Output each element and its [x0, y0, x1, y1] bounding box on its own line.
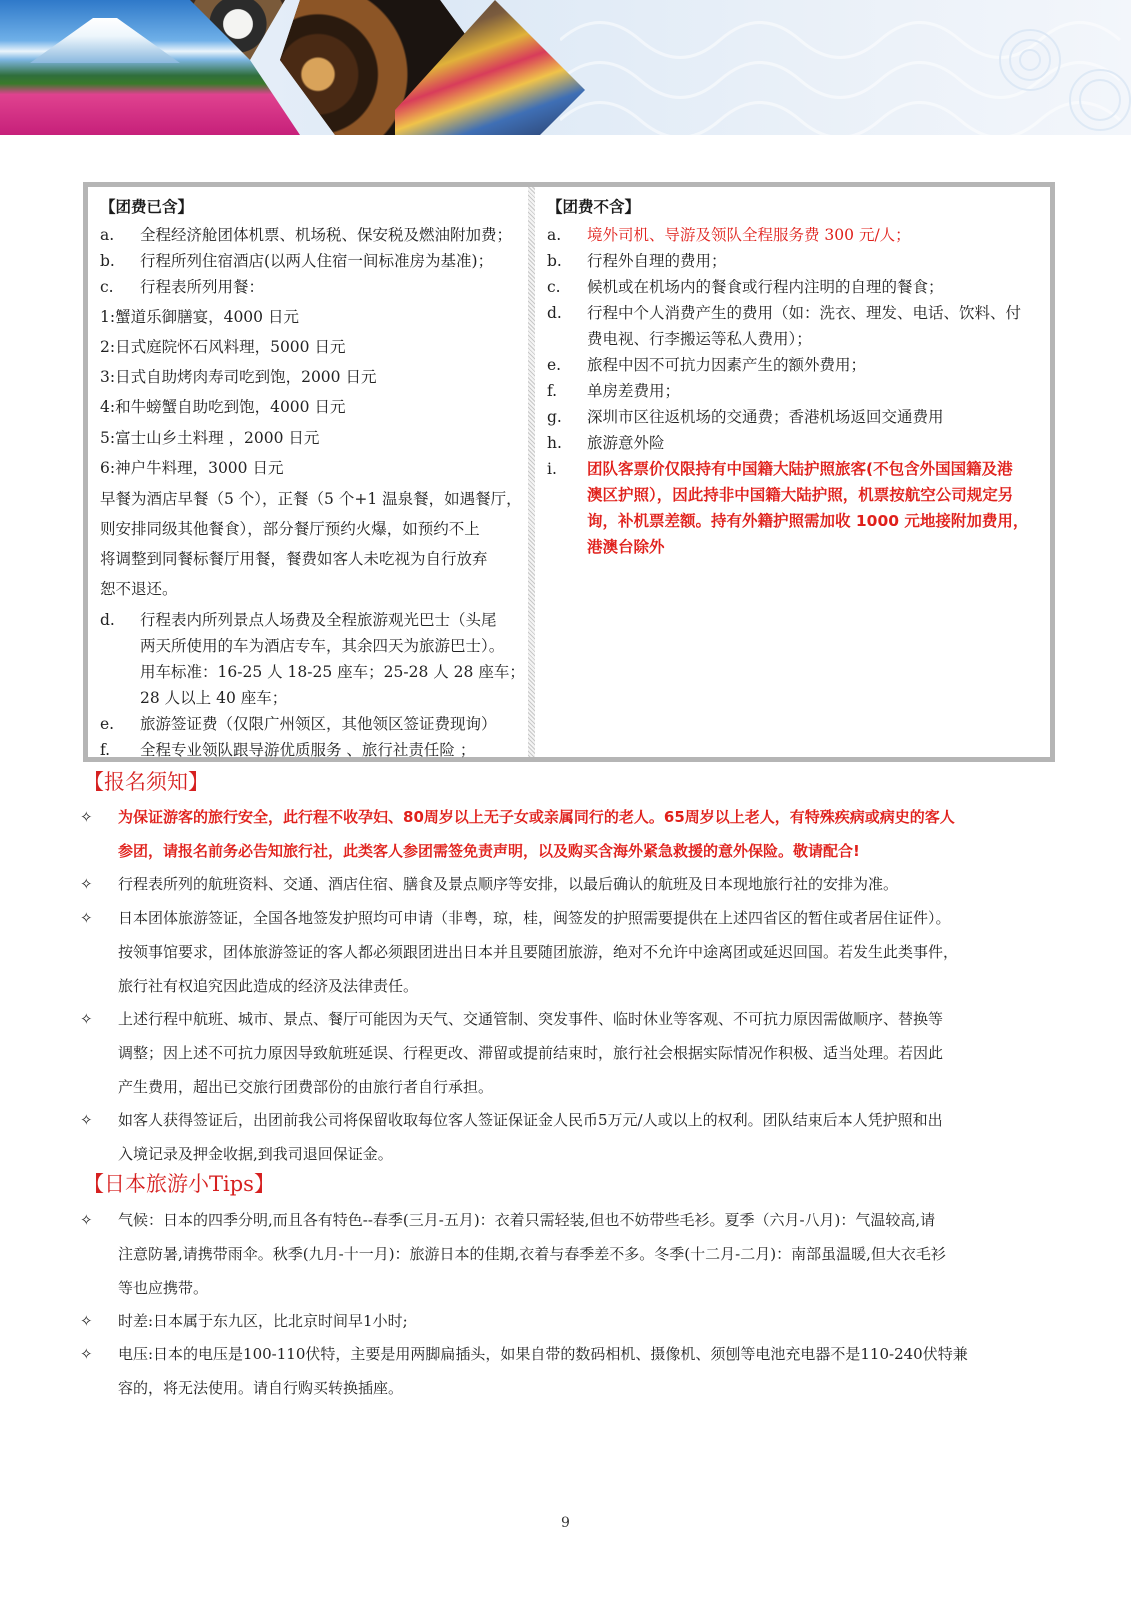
bullet-star-icon: ✧ — [80, 808, 93, 826]
fee-item-letter: c. — [100, 278, 114, 296]
tip-item — [80, 1203, 1050, 1305]
fee-item-line — [100, 248, 493, 274]
bullet-text — [118, 901, 958, 1003]
bullet-text-line: 日本团体旅游签证，全国各地签发护照均可申请（非粤，琼，桂，闽签发的护照需要提供在上述四省区的暂住或者居住证件）。 — [118, 909, 951, 927]
fee-item-text: 境外司机、导游及领队全程服务费 300 元/人； — [587, 226, 911, 244]
bullet-text-line: 气候：日本的四季分明,而且各有特色--春季(三月-五月)：衣着只需轻装,但也不妨带些毛衫。夏季（六月-八月)：气温较高,请 — [118, 1211, 936, 1229]
fee-item-text: 恕不退还。 — [100, 580, 178, 598]
fee-item-text: 两天所使用的车为酒店专车，其余四天为旅游巴士）。 — [140, 637, 505, 655]
fee-included-column — [88, 187, 528, 757]
bullet-star-icon: ✧ — [80, 1211, 93, 1229]
fee-item-letter: f. — [547, 382, 558, 400]
bullet-text-line: 入境记录及押金收据,到我司退回保证金。 — [118, 1145, 393, 1163]
fee-item-text: 则安排同级其他餐食），部分餐厅预约火爆，如预约不上 — [100, 520, 480, 538]
fee-item-line — [587, 482, 1013, 508]
fee-item-line — [547, 248, 727, 274]
snowcap-decoration — [30, 18, 180, 63]
tips-title: 【日本旅游小Tips】 — [83, 1172, 275, 1196]
fee-item-letter: b. — [547, 252, 562, 270]
fee-item-text: 全程经济舱团体机票、机场税、保安税及燃油附加费； — [140, 226, 513, 244]
page-number: 9 — [561, 1515, 570, 1531]
bullet-text-line: 调整；因上述不可抗力原因导致航班延误、行程更改、滞留或提前结束时，旅行社会根据实际情况作积极、适当处理。若因此 — [118, 1044, 944, 1062]
fee-item-text: 行程中个人消费产生的费用（如：洗衣、理发、电话、饮料、付 — [587, 304, 1022, 322]
bullet-text-line: 电压:日本的电压是100-110伏特，主要是用两脚扁插头，如果自带的数码相机、摄像机、须刨等电池充电器不是110-240伏特兼 — [118, 1345, 968, 1363]
fee-item-line — [547, 404, 944, 430]
fee-item-letter: e. — [100, 715, 115, 733]
bullet-text — [118, 1203, 946, 1305]
fee-item-text: 2:日式庭院怀石风料理，5000 日元 — [100, 338, 346, 356]
bullet-star-icon: ✧ — [80, 1345, 93, 1363]
bullet-text-line: 上述行程中航班、城市、景点、餐厅可能因为天气、交通管制、突发事件、临时休业等客观、不可抗力原因需做顺序、替换等 — [118, 1010, 944, 1028]
bullet-text — [118, 1337, 968, 1405]
bullet-star-icon: ✧ — [80, 875, 93, 893]
bullet-text — [118, 1304, 408, 1338]
fee-item-letter: d. — [547, 304, 562, 322]
fee-item-line — [100, 425, 319, 451]
fee-item-text: 早餐为酒店早餐（5 个），正餐（5 个+1 温泉餐，如遇餐厅， — [100, 490, 522, 508]
fee-item-letter: g. — [547, 408, 562, 426]
fee-item-text: 3:日式自助烤肉寿司吃到饱，2000 日元 — [100, 368, 377, 386]
fee-item-line — [547, 300, 1021, 326]
fee-excluded-column — [535, 187, 1050, 757]
fee-item-letter: c. — [547, 278, 561, 296]
fee-item-line — [587, 508, 1028, 534]
bullet-text-line: 按领事馆要求，团体旅游签证的客人都必须跟团进出日本并且要随团旅游，绝对不允许中途离团或延迟回国。若发生此类事件， — [118, 943, 959, 961]
notice-item — [80, 901, 1050, 1003]
fee-item-letter: h. — [547, 434, 562, 452]
fee-item-text: 费电视、行李搬运等私人费用）； — [587, 330, 812, 348]
bullet-text-line: 为保证游客的旅行安全，此行程不收孕妇、80周岁以上无子女或亲属同行的老人。65周岁以上老人，有特殊疾病或病史的客人 — [118, 808, 955, 826]
fee-item-text: 询，补机票差额。持有外籍护照需加收 1000 元地接附加费用， — [587, 512, 1029, 530]
bullet-star-icon: ✧ — [80, 1312, 93, 1330]
fee-item-text: 旅游签证费（仅限广州领区，其他领区签证费现询） — [140, 715, 497, 733]
fee-item-line — [100, 737, 475, 763]
notice-item — [80, 800, 1050, 868]
fee-item-line — [547, 378, 680, 404]
fee-item-line — [100, 607, 497, 633]
fee-item-line — [100, 486, 522, 512]
bullet-text — [118, 1103, 943, 1171]
fee-item-text: 28 人以上 40 座车； — [140, 689, 288, 707]
fee-item-line — [140, 659, 525, 685]
fee-item-text: 深圳市区往返机场的交通费；香港机场返回交通费用 — [587, 408, 944, 426]
fee-item-line — [547, 456, 1013, 482]
fee-item-line — [100, 222, 512, 248]
signup-notice-title: 【报名须知】 — [83, 770, 209, 794]
fee-item-line — [547, 430, 665, 456]
fee-item-line — [100, 304, 299, 330]
fee-item-line — [140, 633, 504, 659]
bullet-text-line: 参团，请报名前务必告知旅行社，此类客人参团需签免责声明，以及购买含海外紧急救援的意外保险。敬请配合! — [118, 842, 860, 860]
fee-item-line — [587, 534, 665, 560]
fee-item-text: 5:富士山乡土料理 ，2000 日元 — [100, 429, 320, 447]
fee-item-text: 6:神户牛料理，3000 日元 — [100, 459, 284, 477]
notice-item — [80, 1103, 1050, 1171]
fee-item-line — [100, 364, 376, 390]
fee-item-letter: d. — [100, 611, 115, 629]
fee-item-line — [587, 326, 812, 352]
fee-item-line — [100, 455, 283, 481]
fee-item-line — [140, 685, 287, 711]
bullet-text-line: 行程表所列的航班资料、交通、酒店住宿、膳食及景点顺序等安排，以最后确认的航班及日本现地旅行社的安排为准。 — [118, 875, 899, 893]
bullet-star-icon: ✧ — [80, 1010, 93, 1028]
fee-item-line — [100, 711, 497, 737]
fee-item-text: 旅游意外险 — [587, 434, 665, 452]
fee-item-letter: a. — [547, 226, 562, 244]
fee-item-letter: b. — [100, 252, 115, 270]
fee-item-line — [547, 274, 944, 300]
fee-item-text: 用车标准：16-25 人 18-25 座车；25-28 人 28 座车； — [140, 663, 525, 681]
fee-item-text: 澳区护照），因此持非中国籍大陆护照，机票按航空公司规定另 — [587, 486, 1014, 504]
fee-excluded-title: 【团费不含】 — [547, 198, 641, 216]
fee-item-text: 行程外自理的费用； — [587, 252, 727, 270]
bullet-text-line: 容的，将无法使用。请自行购买转换插座。 — [118, 1379, 404, 1397]
bullet-star-icon: ✧ — [80, 909, 93, 927]
fee-item-text: 4:和牛螃蟹自助吃到饱，4000 日元 — [100, 398, 346, 416]
bullet-text — [118, 867, 898, 901]
fee-item-text: 行程表所列用餐： — [140, 278, 265, 296]
notice-item — [80, 867, 1050, 901]
fee-item-text: 全程专业领队跟导游优质服务 、旅行社责任险 ； — [140, 741, 476, 759]
fee-included-title: 【团费已含】 — [100, 198, 194, 216]
fee-item-line — [100, 274, 264, 300]
wave-pattern-decoration — [560, 0, 1131, 135]
fee-item-line — [100, 334, 345, 360]
fee-item-letter: f. — [100, 741, 111, 759]
bullet-text-line: 等也应携带。 — [118, 1279, 209, 1297]
tip-item — [80, 1337, 1050, 1405]
bullet-text — [118, 1002, 943, 1104]
fee-item-text: 行程所列住宿酒店(以两人住宿一间标准房为基准)； — [140, 252, 494, 270]
fee-item-text: 旅程中因不可抗力因素产生的额外费用； — [587, 356, 867, 374]
fee-item-line — [100, 516, 480, 542]
fee-item-letter: e. — [547, 356, 562, 374]
fee-item-letter: a. — [100, 226, 115, 244]
fee-item-text: 将调整到同餐标餐厅用餐，餐费如客人未吃视为自行放弃 — [100, 550, 488, 568]
notice-item — [80, 1002, 1050, 1104]
bullet-star-icon: ✧ — [80, 1111, 93, 1129]
bullet-text-line: 产生费用，超出已交旅行团费部份的由旅行者自行承担。 — [118, 1078, 494, 1096]
bullet-text-line: 旅行社有权追究因此造成的经济及法律责任。 — [118, 977, 419, 995]
fee-item-line — [100, 576, 178, 602]
bullet-text — [118, 800, 955, 868]
fee-item-text: 团队客票价仅限持有中国籍大陆护照旅客(不包含外国国籍及港 — [587, 460, 1013, 478]
fee-item-letter: i. — [547, 460, 557, 478]
fee-item-text: 单房差费用； — [587, 382, 681, 400]
fee-item-text: 候机或在机场内的餐食或行程内注明的自理的餐食； — [587, 278, 944, 296]
header-banner — [0, 0, 1131, 135]
fee-item-line — [100, 546, 488, 572]
bullet-text-line: 如客人获得签证后，出团前我公司将保留收取每位客人签证保证金人民币5万元/人或以上的权利。团队结束后本人凭护照和出 — [118, 1111, 943, 1129]
fee-item-line — [547, 352, 866, 378]
tip-item — [80, 1304, 1050, 1338]
fee-table — [83, 182, 1055, 762]
fee-item-line — [100, 394, 345, 420]
fee-item-text: 1:蟹道乐御膳宴，4000 日元 — [100, 308, 299, 326]
fee-item-line — [547, 222, 911, 248]
fee-item-text: 行程表内所列景点人场费及全程旅游观光巴士（头尾 — [140, 611, 497, 629]
bullet-text-line: 注意防暑,请携带雨伞。秋季(九月-十一月)：旅游日本的佳期,衣着与春季差不多。冬季(十二月-二月)：南部虽温暖,但大衣毛衫 — [118, 1245, 946, 1263]
fee-item-text: 港澳台除外 — [587, 538, 665, 556]
bullet-text-line: 时差:日本属于东九区，比北京时间早1小时; — [118, 1312, 408, 1330]
